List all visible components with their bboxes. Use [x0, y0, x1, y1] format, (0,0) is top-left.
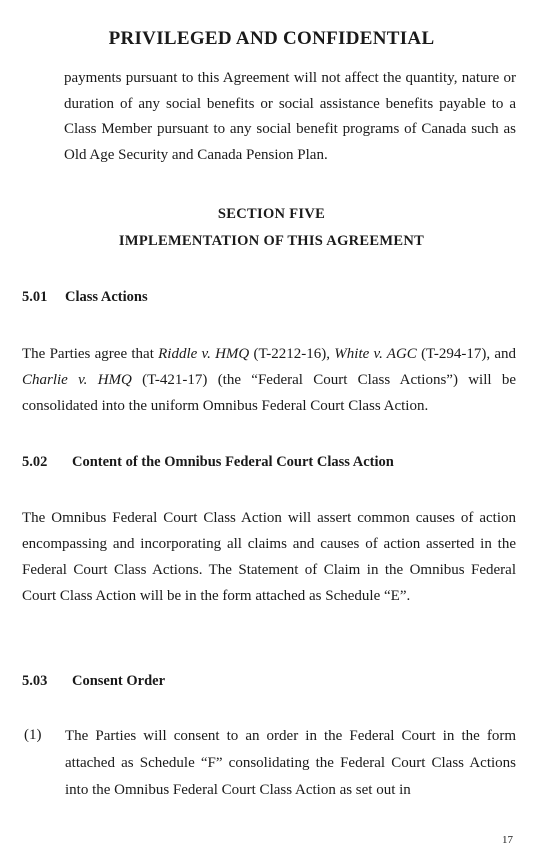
case-name: Charlie v. HMQ	[22, 372, 132, 388]
case-name: Riddle v. HMQ	[158, 346, 250, 362]
page-number: 17	[502, 834, 513, 846]
heading-title: Class Actions	[65, 289, 148, 305]
section-subtitle: IMPLEMENTATION OF THIS AGREEMENT	[118, 233, 425, 249]
heading-title: Content of the Omnibus Federal Court Class Action	[72, 454, 394, 470]
section-title: SECTION FIVE	[217, 206, 326, 222]
heading-5-01	[22, 289, 148, 306]
heading-number: 5.02	[22, 454, 48, 470]
text-segment: The Parties agree that	[22, 346, 159, 362]
confidentiality-header: PRIVILEGED AND CONFIDENTIAL	[108, 28, 435, 49]
heading-5-03	[22, 673, 165, 690]
paragraph-5-02: The Omnibus Federal Court Class Action will assert common causes of action encompassing and incorporating all claims and causes of action asserted in the Federal Court Class Actions. The Statement of Claim in the Omnibus Federal Court Class Action will be in the form attached as Schedule “E”.	[22, 510, 516, 604]
heading-5-02	[22, 454, 394, 471]
text-segment: (T-2212-16),	[249, 346, 335, 362]
intro-paragraph: payments pursuant to this Agreement will not affect the quantity, nature or duration of any social benefits or social assistance benefits payable to a Class Member pursuant to any social benefit programs of Canada such as Old Age Security and Canada Pension Plan.	[64, 70, 516, 163]
list-item-number: (1)	[24, 727, 42, 743]
text-segment: (T-421-17) (the “Federal Court Class Actions”) will be consolidated into the uniform Omnibus Federal Court Class Action.	[22, 372, 516, 414]
heading-number: 5.01	[22, 289, 48, 305]
paragraph-5-01	[22, 341, 516, 419]
list-item-text: The Parties will consent to an order in the Federal Court in the form attached as Schedule “F” consolidating the Federal Court Class Actions into the Omnibus Federal Court Class Action as set out in	[65, 728, 516, 798]
heading-number: 5.03	[22, 673, 48, 689]
heading-title: Consent Order	[72, 673, 166, 689]
text-segment: (T-294-17), and	[416, 346, 516, 362]
case-name: White v. AGC	[334, 346, 417, 362]
